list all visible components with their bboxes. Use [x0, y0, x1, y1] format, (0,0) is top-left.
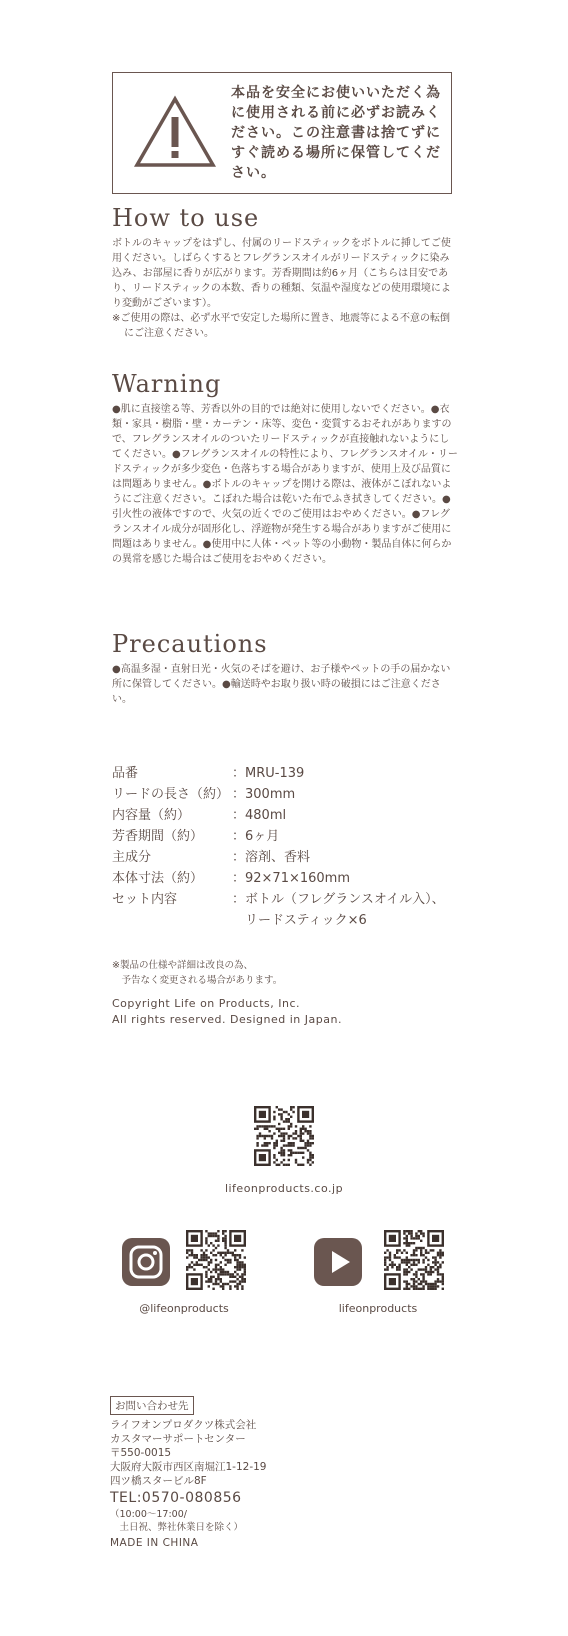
safety-notice-box	[112, 72, 452, 194]
youtube-handle[interactable]: lifeonproducts	[338, 1302, 418, 1315]
note-line: ※製品の仕様や詳細は改良の為、	[112, 960, 253, 971]
spec-row	[112, 909, 472, 930]
spec-value: ：6ヶ月	[232, 829, 280, 844]
spec-row	[112, 867, 472, 888]
warning-title: Warning	[112, 370, 222, 398]
postal-code: 〒550-0015	[110, 1447, 172, 1459]
spec-value: ：480ml	[232, 808, 287, 823]
precautions-title: Precautions	[112, 630, 268, 658]
spec-row	[112, 783, 472, 804]
spec-label: リードの長さ（約）	[112, 787, 230, 802]
spec-row	[112, 888, 472, 909]
warning-paragraph: ●肌に直接塗る等、芳香以外の目的では絶対に使用しないでください。●衣類・家具・樹脂・壁・カーテン・床等、変色・変質するおそれがありますので、フレグランスオイルのついたリードスティックが直接触れないようにしてください。●フレグランスオイルの特性により、フレグランスオイル・リードスティックが多少変色・色落ちする場合がありますが、使用上及び品質には問題ありません。●ボトルのキャップを開ける際は、液体がこぼれないようにご注意ください。こぼれた場合は乾いた布でふき拭きしてください。●引火性の液体ですので、火気の近くでのご使用はおやめください。●フレグランスオイル成分が固形化し、浮遊物が発生する場合がありますがご使用に問題はありません。●使用中に人体・ペット等の小動物・製品自体に何らかの異常を感じた場合はご使用をおやめください。	[112, 404, 458, 565]
made-in-label: MADE IN CHINA	[110, 1537, 199, 1549]
precautions-paragraph: ●高温多湿・直射日光・火気のそばを避け、お子様やペットの手の届かない所に保管してください。●輸送時やお取り扱い時の破損にはご注意ください。	[112, 664, 451, 705]
spec-change-note	[112, 958, 452, 988]
qr-code-icon	[384, 1230, 444, 1290]
precautions-body	[112, 662, 458, 707]
website-url[interactable]: lifeonproducts.co.jp	[224, 1182, 344, 1195]
spec-row	[112, 762, 472, 783]
note-line: 予告なく変更される場合があります。	[112, 975, 283, 986]
warning-body	[112, 402, 458, 567]
phone-number[interactable]: TEL:0570-080856	[110, 1490, 242, 1506]
hours-line: 土日祝、弊社休業日を除く）	[110, 1522, 244, 1533]
spec-value: ：ボトル（フレグランスオイル入）、	[232, 892, 445, 907]
spec-table	[112, 762, 472, 930]
copyright-line: Copyright Life on Products, Inc.	[112, 997, 301, 1010]
spec-row	[112, 846, 472, 867]
spec-value: ：92×71×160mm	[232, 871, 351, 886]
spec-row	[112, 825, 472, 846]
copyright	[112, 996, 452, 1028]
contact-tag: お問い合わせ先	[110, 1396, 194, 1415]
qr-code-icon	[254, 1106, 314, 1166]
how-to-use-body	[112, 236, 458, 341]
support-center: カスタマーサポートセンター	[110, 1433, 246, 1445]
spec-row	[112, 804, 472, 825]
spec-value: ：MRU-139	[232, 766, 305, 781]
spec-label: 品番	[112, 766, 139, 781]
qr-code-icon	[186, 1230, 246, 1290]
company-name: ライフオンプロダクツ株式会社	[110, 1419, 257, 1431]
instagram-qr-code-icon[interactable]	[186, 1230, 246, 1290]
spec-value: ：溶剤、香料	[232, 850, 311, 865]
how-to-use-paragraph: ボトルのキャップをはずし、付属のリードスティックをボトルに挿してご使用ください。しばらくするとフレグランスオイルがリードスティックに染み込み、お部屋に香りが広がります。芳香期間は約6ヶ月（こちらは目安であり、リードスティックの本数、香りの種類、気温や湿度などの使用環境により変動がございます）。	[112, 238, 451, 309]
spec-value: ：300mm	[232, 787, 296, 802]
warning-triangle-icon	[133, 95, 217, 169]
instagram-icon[interactable]	[122, 1238, 170, 1290]
spec-label: 内容量（約）	[112, 808, 191, 823]
hours-line: （10:00～17:00/	[110, 1509, 187, 1520]
website-qr-code-icon[interactable]	[254, 1106, 314, 1166]
youtube-qr-code-icon[interactable]	[384, 1230, 444, 1290]
spec-value: リードスティック×6	[232, 913, 367, 928]
spec-label: 芳香期間（約）	[112, 829, 204, 844]
spec-label: セット内容	[112, 892, 178, 907]
how-to-use-note: ※ご使用の際は、必ず水平で安定した場所に置き、地震等による不意の転倒にご注意ください。	[112, 313, 450, 339]
safety-notice-text: 本品を安全にお使いいただく為に使用される前に必ずお読みください。この注意書は捨てずにすぐ読める場所に保管してください。	[231, 85, 441, 181]
instagram-handle[interactable]: @lifeonproducts	[139, 1302, 229, 1315]
spec-label	[112, 909, 232, 930]
spec-label: 主成分	[112, 850, 152, 865]
contact-info	[110, 1418, 410, 1534]
how-to-use-title: How to use	[112, 204, 260, 232]
copyright-line: All rights reserved. Designed in Japan.	[112, 1013, 342, 1026]
spec-label: 本体寸法（約）	[112, 871, 204, 886]
building-line: 四ツ橋スタービル8F	[110, 1475, 207, 1487]
address-line: 大阪府大阪市西区南堀江1-12-19	[110, 1461, 267, 1473]
youtube-icon[interactable]	[314, 1238, 362, 1290]
